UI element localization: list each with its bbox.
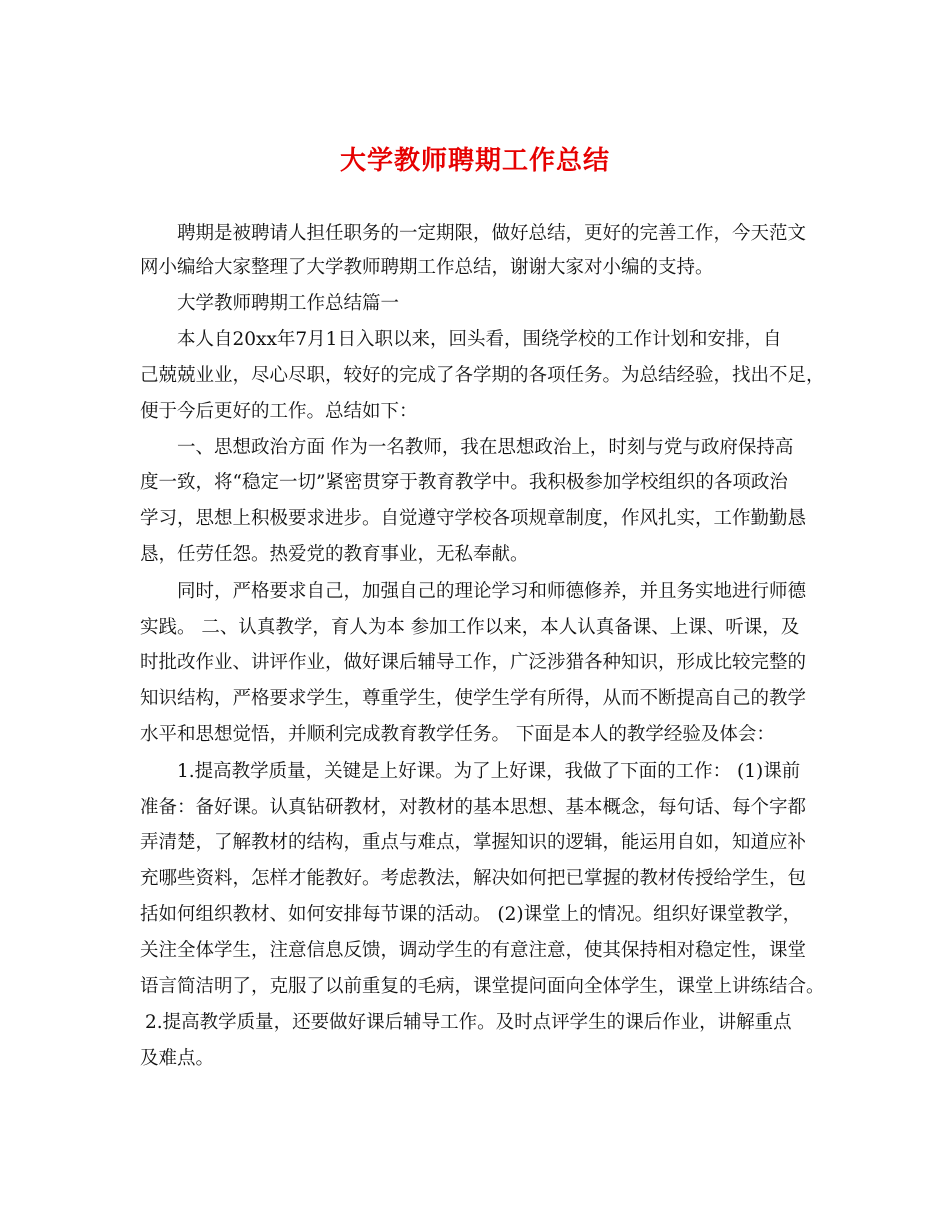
paragraph-line: 弄清楚，了解教材的结构，重点与难点，掌握知识的逻辑，能运用自如，知道应补	[140, 832, 807, 853]
paragraph-line: 学习，思想上积极要求进步。自觉遵守学校各项规章制度，作风扎实，工作勤勤恳	[140, 508, 807, 529]
paragraph-line: 时批改作业、讲评作业，做好课后辅导工作，广泛涉猎各种知识，形成比较完整的	[140, 652, 807, 673]
section-heading: 大学教师聘期工作总结篇一	[177, 293, 400, 314]
paragraph-line: 便于今后更好的工作。总结如下：	[140, 401, 418, 422]
paragraph-line: 本人自20xx年7月1日入职以来，回头看，围绕学校的工作计划和安排，自	[177, 329, 782, 350]
paragraph-line: 及难点。	[140, 1048, 215, 1069]
paragraph-line: 实践。 二、认真教学，育人为本 参加工作以来，本人认真备课、上课、听课，及	[140, 617, 800, 638]
paragraph-line: 己兢兢业业，尽心尽职，较好的完成了各学期的各项任务。为总结经验，找出不足，	[140, 365, 825, 386]
paragraph-line: 一、思想政治方面 作为一名教师，我在思想政治上，时刻与党与政府保持高	[177, 437, 794, 458]
paragraph-line: 括如何组织教材、如何安排每节课的活动。 (2)课堂上的情况。组织好课堂教学，	[140, 904, 802, 925]
paragraph-line: 1.提高教学质量，关键是上好课。为了上好课，我做了下面的工作： (1)课前	[177, 761, 801, 782]
paragraph-line: 度一致，将“稳定一切”紧密贯穿于教育教学中。我积极参加学校组织的各项政治	[140, 472, 788, 493]
document-title: 大学教师聘期工作总结	[339, 146, 610, 176]
paragraph-line: 同时，严格要求自己，加强自己的理论学习和师德修养，并且务实地进行师德	[177, 581, 807, 602]
paragraph-line: 关注全体学生，注意信息反馈，调动学生的有意注意，使其保持相对稳定性，课堂	[140, 940, 807, 961]
paragraph-line: 聘期是被聘请人担任职务的一定期限，做好总结，更好的完善工作，今天范文	[177, 223, 807, 244]
paragraph-line: 语言简洁明了，克服了以前重复的毛病，课堂提问面向全体学生，课堂上讲练结合。	[140, 976, 825, 997]
paragraph-line: 水平和思想觉悟，并顺利完成教育教学任务。 下面是本人的教学经验及体会：	[140, 724, 775, 745]
paragraph-line: 网小编给大家整理了大学教师聘期工作总结，谢谢大家对小编的支持。	[140, 257, 714, 278]
paragraph-line: 充哪些资料，怎样才能教好。考虑教法，解决如何把已掌握的教材传授给学生，包	[140, 868, 807, 889]
paragraph-line: 准备：备好课。认真钻研教材，对教材的基本思想、基本概念，每句话、每个字都	[140, 797, 807, 818]
paragraph-line: 2.提高教学质量，还要做好课后辅导工作。及时点评学生的课后作业，讲解重点	[145, 1012, 792, 1033]
paragraph-line: 知识结构，严格要求学生，尊重学生，使学生学有所得，从而不断提高自己的教学	[140, 688, 807, 709]
paragraph-line: 恳，任劳任怨。热爱党的教育事业，无私奉献。	[140, 544, 529, 565]
